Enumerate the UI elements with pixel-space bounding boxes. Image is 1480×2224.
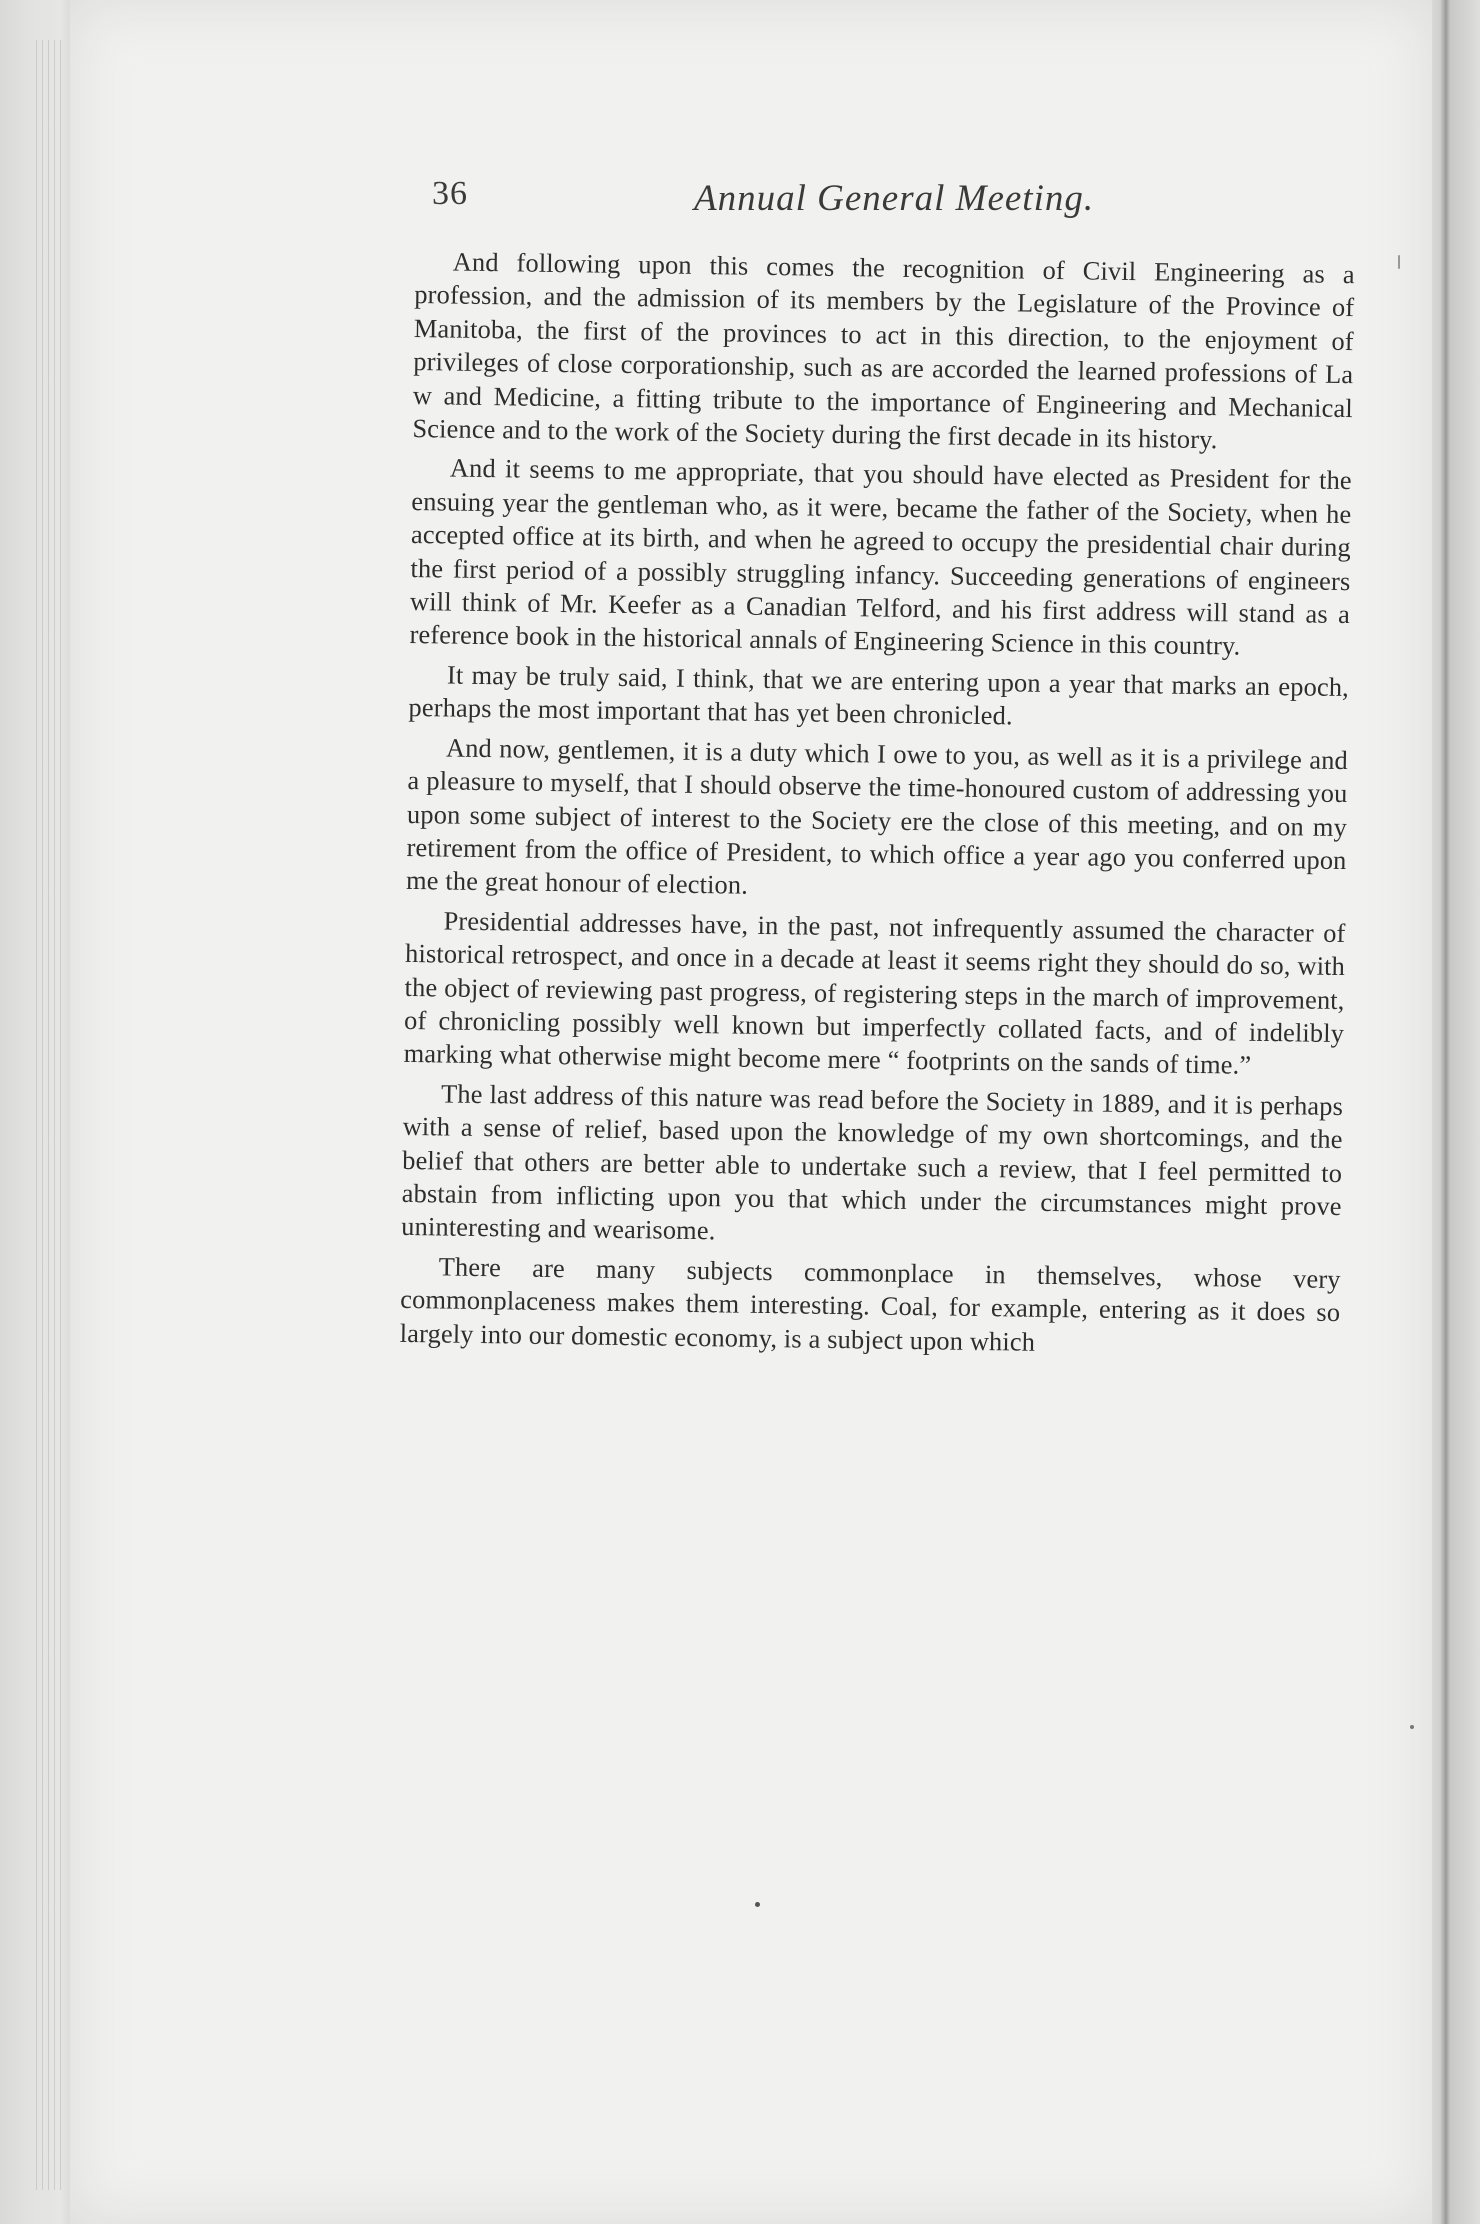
page-number: 36 — [432, 175, 468, 212]
body-text — [399, 245, 1354, 1369]
page-edges — [36, 40, 66, 2190]
running-head: Annual General Meeting. — [694, 178, 1095, 219]
paragraph-3: It may be truly said, I think, that we are entering upon a year that marks an epoch, perhaps the most important that has yet been chronicled. — [408, 659, 1350, 731]
paragraph-7: There are many subjects commonplace in themselves, whose very commonplaceness makes them interesting. Coal, for example, entering as it does so largely into our domestic economy, is a subject upon which — [399, 1251, 1341, 1357]
ink-speck — [755, 1902, 760, 1907]
paragraph-1: And following upon this comes the recognition of Civil Engineering as a profession, and the admission of its members by the Legislature of the Province of Manitoba, the first of the provinces to act in this direction, to the enjoyment of privileges of close corporationship, such as are accorded the learned professions of La w and Medicine, a fitting tribute to the importance of Engineering and Mechanical Science and to the work of the Society during the first decade in its history. — [412, 246, 1355, 455]
paragraph-4: And now, gentlemen, it is a duty which I owe to you, as well as it is a privilege and a pleasure to myself, that I should observe the time-honoured custom of addressing you upon some subject of interest to the Society ere the close of this meeting, and on my retirement from the office of President, to which office a year ago you conferred upon me the great honour of election. — [405, 732, 1349, 901]
book-gutter — [0, 0, 70, 2224]
page-header — [432, 175, 1422, 235]
paragraph-2: And it seems to me appropriate, that you should have elected as President for the ensuing year the gentleman who, as it were, became the father of the Society, when he accepted office at its birth, and when he agreed to occupy the presidential chair during the first period of a possibly struggling infancy. Succeeding generations of engineers will think of Mr. Keefer as a Canadian Telford, and his first address will stand as a reference book in the historical annals of Engineering Science in this country. — [409, 452, 1353, 662]
book-page — [70, 0, 1432, 2224]
paragraph-6: The last address of this nature was read before the Society in 1889, and it is perhaps with a sense of relief, based upon the knowledge of my own shortcomings, and the belief that others are better able to undertake such a review, that I feel permitted to abstain from inflicting upon you that which under the circumstances might prove uninteresting and wearisome. — [401, 1078, 1344, 1246]
ink-speck — [1398, 255, 1400, 269]
ink-speck — [1410, 1725, 1414, 1729]
book-fore-edge — [1432, 0, 1480, 2224]
paragraph-5: Presidential addresses have, in the past, not infrequently assumed the character of historical retrospect, and once in a decade at least it seems right they should do so, with the object of reviewing past progress, of registering steps in the march of improvement, of chronicling possibly well known but imperfectly collated facts, and of indelibly marking what otherwise might become mere “ footprints on the sands of time.” — [403, 905, 1346, 1081]
